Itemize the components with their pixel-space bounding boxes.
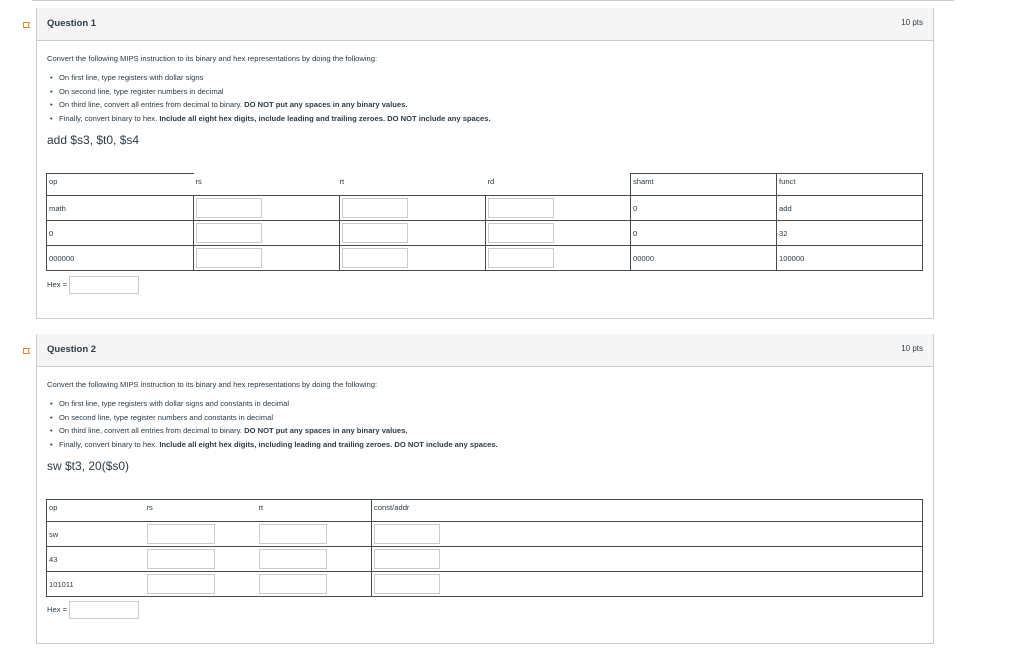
hex-input[interactable] (69, 601, 139, 619)
rs-register-input[interactable] (147, 524, 215, 544)
cell-shamt-row2: 0 (631, 221, 777, 246)
cell-rs-row2 (145, 547, 257, 572)
header-op: op (47, 174, 194, 196)
cell-rt-row3 (257, 572, 372, 597)
step-1: • On first line, type registers with dollar signs and constants in decimal (47, 397, 498, 411)
step-1: • On first line, type registers with dollar signs (47, 71, 491, 85)
rt-number-input[interactable] (259, 549, 327, 569)
cell-rs-row1 (145, 522, 257, 547)
question-2-instruction: sw $t3, 20($s0) (47, 459, 130, 473)
cell-rt-row3 (340, 246, 486, 271)
hex-input[interactable] (69, 276, 139, 294)
cell-funct-row1: add (777, 196, 923, 221)
cell-shamt-row3: 00000 (631, 246, 777, 271)
header-rs: rs (194, 174, 340, 196)
cell-op-row2: 0 (47, 221, 194, 246)
header-op: op (47, 500, 145, 522)
cell-op-row3: 000000 (47, 246, 194, 271)
cell-rs-row2 (194, 221, 340, 246)
step-3: • On third line, convert all entries from decimal to binary. DO NOT put any spaces in any binary values. (47, 424, 498, 438)
rt-register-input[interactable] (342, 198, 408, 218)
cell-rt-row2 (257, 547, 372, 572)
cell-rt-row1 (340, 196, 486, 221)
header-const-addr: const/addr (372, 500, 923, 522)
rt-register-input[interactable] (259, 524, 327, 544)
cell-op-row1: math (47, 196, 194, 221)
question-1-hex-row (47, 276, 139, 294)
header-rd: rd (486, 174, 631, 196)
hex-label: Hex = (47, 280, 68, 289)
cell-const-row2 (372, 547, 923, 572)
flag-question-icon[interactable] (23, 348, 30, 354)
header-funct: funct (777, 174, 923, 196)
question-1-card (36, 8, 934, 319)
cell-rd-row1 (486, 196, 631, 221)
rs-binary-input[interactable] (147, 574, 215, 594)
question-2-hex-row (47, 601, 139, 619)
question-1-instruction: add $s3, $t0, $s4 (47, 133, 140, 147)
rs-number-input[interactable] (147, 549, 215, 569)
header-shamt: shamt (631, 174, 777, 196)
cell-rt-row2 (340, 221, 486, 246)
question-2-steps (47, 397, 498, 451)
question-2-title: Question 2 (47, 344, 97, 355)
rd-binary-input[interactable] (488, 248, 554, 268)
cell-rt-row1 (257, 522, 372, 547)
question-1-points: 10 pts (901, 18, 923, 27)
const-number-input[interactable] (374, 549, 440, 569)
cell-op-row3: 101011 (47, 572, 145, 597)
cell-const-row1 (372, 522, 923, 547)
const-binary-input[interactable] (374, 574, 440, 594)
cell-rs-row3 (145, 572, 257, 597)
cell-rs-row3 (194, 246, 340, 271)
rs-number-input[interactable] (196, 223, 262, 243)
top-divider (32, 0, 954, 1)
rt-number-input[interactable] (342, 223, 408, 243)
question-1-header (37, 8, 933, 41)
rs-register-input[interactable] (196, 198, 262, 218)
rt-binary-input[interactable] (342, 248, 408, 268)
flag-question-icon[interactable] (23, 22, 30, 28)
cell-const-row3 (372, 572, 923, 597)
rt-binary-input[interactable] (259, 574, 327, 594)
cell-shamt-row1: 0 (631, 196, 777, 221)
question-1-steps (47, 71, 491, 125)
question-2-table (46, 499, 923, 597)
cell-op-row1: sw (47, 522, 145, 547)
cell-funct-row3: 100000 (777, 246, 923, 271)
question-1-intro: Convert the following MIPS instruction to its binary and hex representations by doing the following: (47, 54, 378, 63)
step-2: • On second line, type register numbers in decimal (47, 85, 491, 99)
rd-number-input[interactable] (488, 223, 554, 243)
header-rt: rt (257, 500, 372, 522)
step-2: • On second line, type register numbers and constants in decimal (47, 411, 498, 425)
header-rt: rt (340, 174, 486, 196)
rs-binary-input[interactable] (196, 248, 262, 268)
step-4: • Finally, convert binary to hex. Include all eight hex digits, including leading and trailing zeroes. DO NOT include any spaces. (47, 438, 498, 452)
question-2-header (37, 334, 933, 367)
question-1-table (46, 173, 923, 271)
step-4: • Finally, convert binary to hex. Include all eight hex digits, include leading and trailing zeroes. DO NOT include any spaces. (47, 112, 491, 126)
question-2-intro: Convert the following MIPS instruction to its binary and hex representations by doing the following: (47, 380, 378, 389)
cell-funct-row2: 32 (777, 221, 923, 246)
const-input[interactable] (374, 524, 440, 544)
hex-label: Hex = (47, 605, 68, 614)
header-rs: rs (145, 500, 257, 522)
rd-register-input[interactable] (488, 198, 554, 218)
cell-rs-row1 (194, 196, 340, 221)
question-1-title: Question 1 (47, 18, 97, 29)
step-3: • On third line, convert all entries from decimal to binary. DO NOT put any spaces in any binary values. (47, 98, 491, 112)
cell-op-row2: 43 (47, 547, 145, 572)
cell-rd-row3 (486, 246, 631, 271)
question-2-card (36, 334, 934, 644)
cell-rd-row2 (486, 221, 631, 246)
question-2-points: 10 pts (901, 344, 923, 353)
